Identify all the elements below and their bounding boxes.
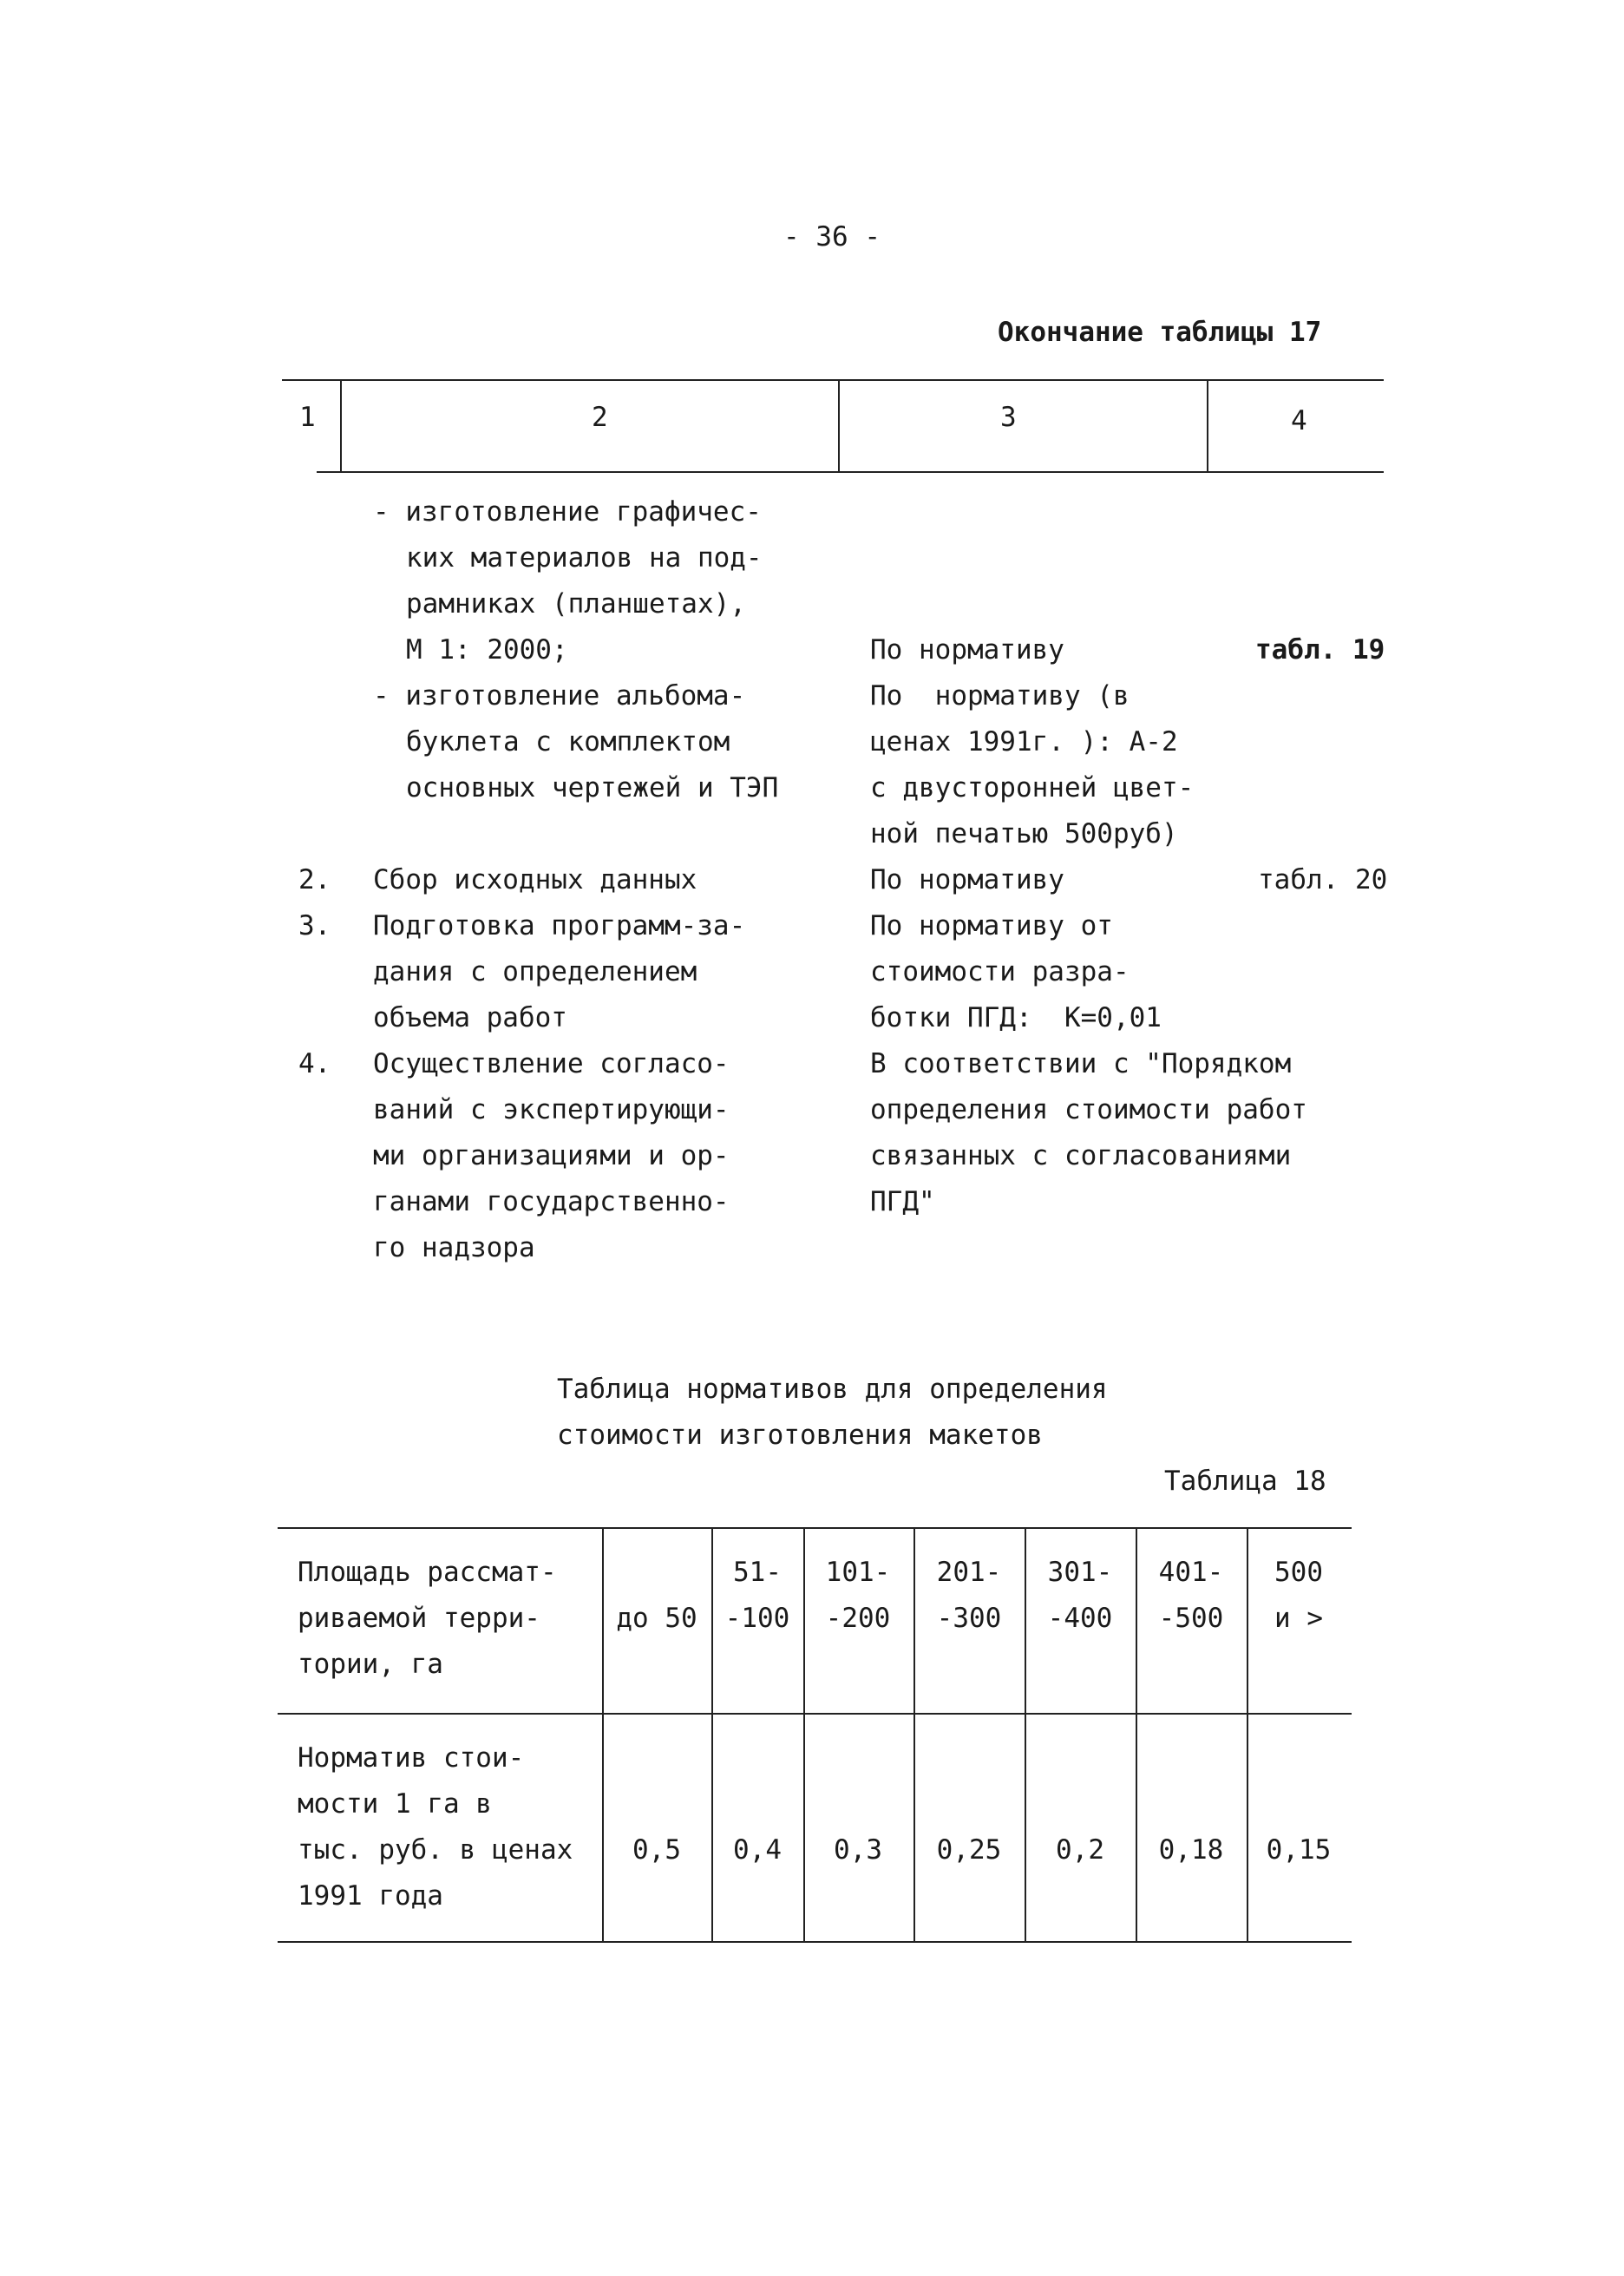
- table18-value: 0,5: [632, 1834, 681, 1866]
- table18-norm-label-line: 1991 года: [298, 1880, 443, 1912]
- item4-col3-line: связанных с согласованиями: [870, 1140, 1292, 1171]
- row1-col2-line: ких материалов на под-: [406, 542, 763, 574]
- table18-col-header-line: и >: [1274, 1603, 1323, 1634]
- row1-col4: табл. 19: [1255, 634, 1385, 666]
- item4-col3-line: ПГД": [870, 1186, 935, 1217]
- table18-norm-label-line: Норматив стои-: [298, 1742, 525, 1774]
- table17-header-col1: 1: [299, 402, 316, 433]
- table18-value: 0,18: [1158, 1834, 1224, 1866]
- table17-header-col3: 3: [1000, 402, 1017, 433]
- item4-number: 4.: [298, 1048, 331, 1079]
- table18-col-header-line: 401-: [1158, 1557, 1224, 1588]
- table18-row-header-line: тории, га: [298, 1649, 443, 1680]
- item2-number: 2.: [298, 864, 331, 895]
- table18-divider: [1025, 1527, 1026, 1942]
- item3-col2-line: объема работ: [373, 1002, 567, 1033]
- item4-col2-line: ваний с экспертирующи-: [373, 1094, 730, 1125]
- table17-header-top-rule: [282, 379, 1384, 381]
- table17-header-col4: 4: [1291, 405, 1307, 436]
- item4-col3-line: определения стоимости работ: [870, 1094, 1307, 1125]
- table18-norm-label-line: мости 1 га в: [298, 1788, 492, 1820]
- row2-col2-line: буклета с комплектом: [406, 726, 730, 758]
- table18-divider: [1247, 1527, 1248, 1942]
- item3-number: 3.: [298, 910, 331, 941]
- table18-col-header-line: 301-: [1047, 1557, 1113, 1588]
- table18-divider: [602, 1527, 604, 1942]
- table18-col-header-line: 101-: [825, 1557, 891, 1588]
- table17-col-divider-2: [838, 379, 840, 473]
- row2-col3-line: ценах 1991г. ): А-2: [870, 726, 1178, 758]
- table18-top-rule: [278, 1527, 1352, 1529]
- table18-col-header-line: до 50: [616, 1603, 697, 1634]
- item2-col2: Сбор исходных данных: [373, 864, 697, 895]
- row2-col2-line: основных чертежей и ТЭП: [406, 772, 779, 803]
- table18-row-header-line: Площадь рассмат-: [298, 1557, 557, 1588]
- table18-col-header-line: -100: [724, 1603, 790, 1634]
- item2-col4: табл. 20: [1258, 864, 1388, 895]
- item4-col2-line: Осуществление согласо-: [373, 1048, 730, 1079]
- row1-col2-line: - изготовление графичес-: [373, 496, 762, 528]
- row2-col3-line: ной печатью 500руб): [870, 818, 1178, 849]
- item2-col3: По нормативу: [870, 864, 1064, 895]
- table17-header-col2: 2: [592, 402, 608, 433]
- table18-value: 0,4: [733, 1834, 782, 1866]
- table18-bottom-rule: [278, 1941, 1352, 1943]
- table18-heading-line1: Таблица нормативов для определения: [557, 1374, 1108, 1405]
- table18-value: 0,15: [1266, 1834, 1332, 1866]
- table18-value: 0,25: [936, 1834, 1002, 1866]
- table18-value: 0,3: [834, 1834, 882, 1866]
- row2-col2-line: - изготовление альбома-: [373, 680, 746, 712]
- row1-col2-line: рамниках (планшетах),: [406, 588, 746, 620]
- table18-divider: [803, 1527, 805, 1942]
- table18-col-header-line: -400: [1047, 1603, 1113, 1634]
- item4-col2-line: го надзора: [373, 1232, 535, 1263]
- table17-col-divider-1: [340, 379, 342, 473]
- item4-col3-line: В соответствии с "Порядком: [870, 1048, 1292, 1079]
- table18-col-header-line: -300: [936, 1603, 1002, 1634]
- table18-col-header-line: -200: [825, 1603, 891, 1634]
- table17-col-divider-3: [1207, 379, 1208, 473]
- table18-col-header-line: 201-: [936, 1557, 1002, 1588]
- row1-col2-line: М 1: 2000;: [406, 634, 568, 666]
- item4-col2-line: ми организациями и ор-: [373, 1140, 730, 1171]
- table18-divider: [711, 1527, 713, 1942]
- table18-col-header-line: 51-: [733, 1557, 782, 1588]
- page-number: - 36 -: [783, 221, 881, 253]
- table17-header-bottom-rule: [317, 471, 1384, 473]
- table17-continuation-title: Окончание таблицы 17: [998, 317, 1322, 348]
- item3-col3-line: стоимости разра-: [870, 956, 1130, 987]
- table18-norm-label-line: тыс. руб. в ценах: [298, 1834, 573, 1866]
- item3-col3-line: По нормативу от: [870, 910, 1113, 941]
- table18-row-header-line: риваемой терри-: [298, 1603, 540, 1634]
- item3-col2-line: Подготовка программ-за-: [373, 910, 746, 941]
- item4-col2-line: ганами государственно-: [373, 1186, 730, 1217]
- table18-col-header-line: -500: [1158, 1603, 1224, 1634]
- row2-col3-line: с двусторонней цвет-: [870, 772, 1195, 803]
- table18-heading-line2: стоимости изготовления макетов: [557, 1420, 1043, 1451]
- table18-divider: [914, 1527, 915, 1942]
- row2-col3-line: По нормативу (в: [870, 680, 1130, 712]
- table18-col-header-line: 500: [1274, 1557, 1323, 1588]
- row1-col3: По нормативу: [870, 634, 1064, 666]
- table18-divider: [1136, 1527, 1137, 1942]
- item3-col3-line: ботки ПГД: К=0,01: [870, 1002, 1162, 1033]
- table18-middle-rule: [278, 1713, 1352, 1715]
- table18-label: Таблица 18: [1164, 1466, 1326, 1497]
- item3-col2-line: дания с определением: [373, 956, 697, 987]
- table18-value: 0,2: [1056, 1834, 1104, 1866]
